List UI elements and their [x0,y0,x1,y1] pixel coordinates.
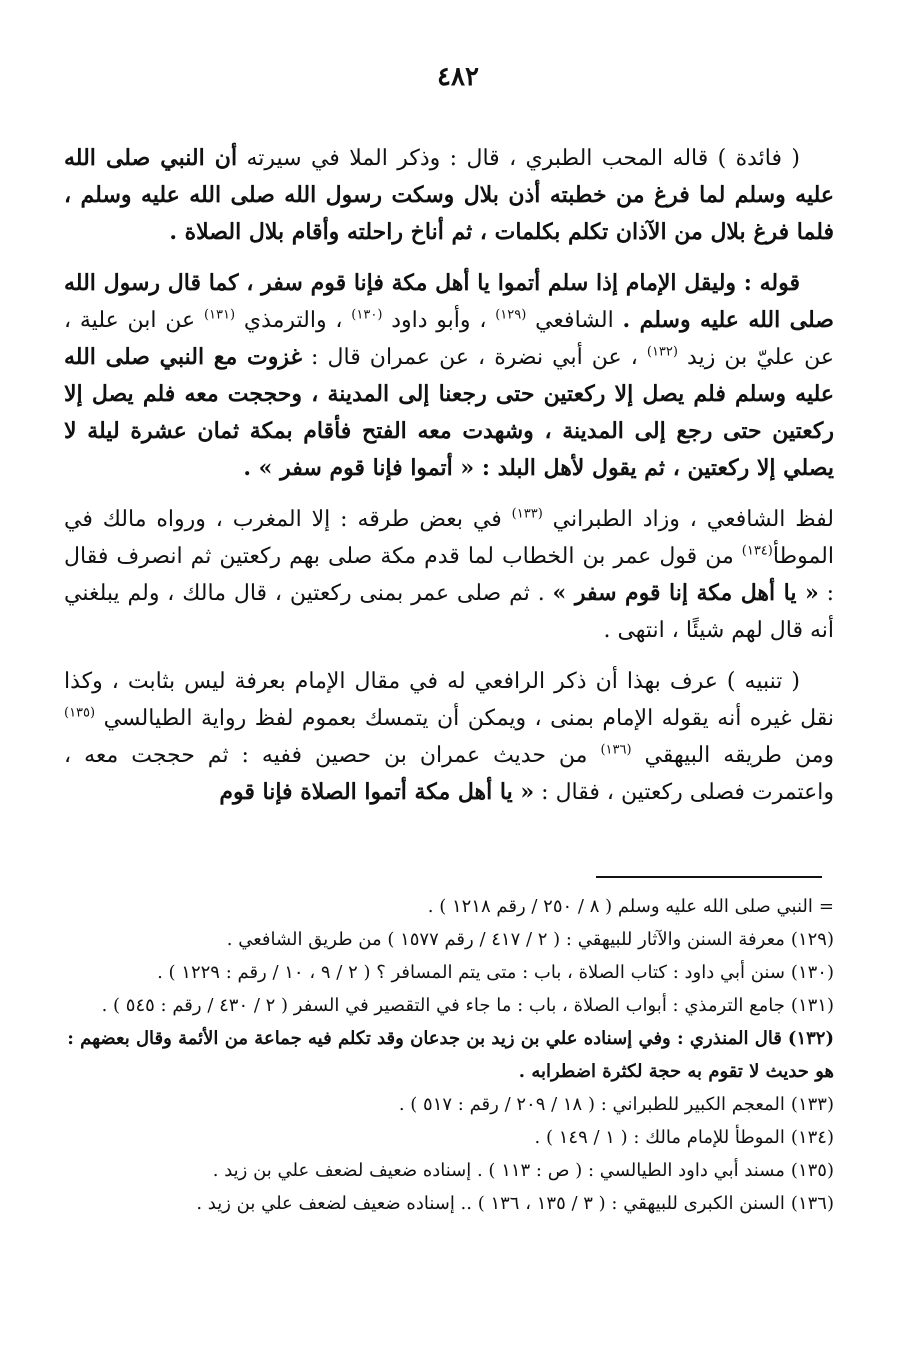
paragraph-tanbih [64,663,834,811]
footnote-text: السنن الكبرى للبيهقي : ( ٣ / ١٣٥ ، ١٣٦ ) .. إسناده ضعيف لضعف علي بن زيد . [196,1193,785,1214]
footnote-text: النبي صلى الله عليه وسلم ( ٨ / ٢٥٠ / رقم ١٢١٨ ) . [427,896,813,917]
footnote-number: (١٣٢) [787,1028,834,1049]
text-run: من قول عمر بن الخطاب لما قدم مكة صلى بهم ركعتين ثم انصرف فقال : [64,544,834,606]
bold-text-run: « يا أهل مكة إنا قوم سفر » [552,580,819,606]
footnote-132 [64,1022,834,1088]
footnote-ref-131[interactable]: (١٣١) [203,307,236,323]
footnote-text: جامع الترمذي : أبواب الصلاة ، باب : ما جاء في التقصير في السفر ( ٢ / ٤٣٠ / رقم : ٥٤٥ ) . [101,995,785,1016]
bold-text-run: « يا أهل مكة أتموا الصلاة فإنا قوم [219,779,535,805]
footnote-130 [64,956,834,989]
text-run: من حديث عمران بن حصين ففيه : ثم حججت معه ، واعتمرت فصلى ركعتين ، فقال : [64,743,834,805]
footnote-text: مسند أبي داود الطيالسي : ( ص : ١١٣ ) . إسناده ضعيف لضعف علي بن زيد . [212,1160,785,1181]
footnote-ref-130[interactable]: (١٣٠) [351,307,383,323]
bold-text-run: غزوت مع النبي صلى الله عليه وسلم فلم يصل إلا ركعتين حتى رجعنا إلى المدينة ، وحججت معه فلم يصل إلا ركعتين حتى رجع إلى المدينة ، وشهدت معه الفتح فأقام بمكة ثمان عشرة ليلة لا يصلي إلا ركعتين ، ثم يقول لأهل البلد : « أتموا فإنا قوم سفر » . [64,344,834,481]
footnotes [64,890,834,1220]
footnote-continuation [64,890,834,923]
footnote-number: (١٣٠) [790,962,834,983]
footnote-number: (١٣١) [790,995,834,1016]
footnote-ref-129[interactable]: (١٢٩) [495,307,527,323]
footnote-text: سنن أبي داود : كتاب الصلاة ، باب : متى يتم المسافر ؟ ( ٢ / ٩ ، ١٠ / رقم : ١٢٢٩ ) . [157,962,785,983]
footnote-number: (١٢٩) [790,929,834,950]
text-run: . ثم صلى عمر بمنى ركعتين ، قال مالك ، ولم يبلغني أنه قال لهم شيئًا ، انتهى . [64,581,834,643]
text-run: عن ابن علية ، عن عليّ بن زيد [64,308,834,370]
footnote-number: (١٣٦) [790,1193,834,1214]
bold-text-run: قوله : وليقل الإمام إذا سلم أتموا يا أهل مكة فإنا قوم سفر ، كما قال رسول الله صلى الله عليه وسلم . [64,270,834,333]
footnote-text: الموطأ للإمام مالك : ( ١ / ١٤٩ ) . [534,1127,785,1148]
text-run: ، عن أبي نضرة ، عن عمران قال : [302,345,647,370]
bold-text-run: أن النبي صلى الله عليه وسلم لما فرغ من خطبته أذن بلال وسكت رسول الله صلى الله عليه وسلم ، فلما فرغ بلال من الآذان تكلم بكلمات ، ثم أناخ راحلته وأقام بلال الصلاة . [64,145,834,245]
footnote-ref-132[interactable]: (١٣٢) [646,344,678,360]
page-number: ٤٨٢ [437,62,479,92]
text-run: ، وأبو داود [382,308,496,333]
footnote-number: (١٣٣) [790,1094,834,1115]
footnote-129 [64,923,834,956]
footnote-number: (١٣٥) [790,1160,834,1181]
footnote-136 [64,1187,834,1220]
paragraph-lafz [64,501,834,649]
text-run: لفظ الشافعي ، وزاد الطبراني [542,507,835,532]
text-run: ، والترمذي [235,308,352,333]
footnote-text: قال المنذري : وفي إسناده علي بن زيد بن جدعان وقد تكلم فيه جماعة من الأئمة وقال بعضهم : هو حديث لا تقوم به حجة لكثرة اضطرابه . [67,1028,834,1082]
footnote-divider [596,876,822,878]
footnote-ref-135[interactable]: (١٣٥) [64,705,96,721]
paragraph-faida [64,140,834,251]
text-run: الشافعي [526,308,623,333]
footnote-134 [64,1121,834,1154]
text-run: ومن طريقه البيهقي [631,743,835,768]
footnote-text: المعجم الكبير للطبراني : ( ١٨ / ٢٠٩ / رقم : ٥١٧ ) . [398,1094,785,1115]
footnote-number: = [818,896,834,917]
footnote-135 [64,1154,834,1187]
footnote-131 [64,989,834,1022]
main-text [64,140,834,825]
footnote-number: (١٣٤) [790,1127,834,1148]
footnote-text: معرفة السنن والآثار للبيهقي : ( ٢ / ٤١٧ / رقم ١٥٧٧ ) من طريق الشافعي . [226,929,785,950]
footnote-ref-133[interactable]: (١٣٣) [511,506,543,522]
text-run: في بعض طرقه : إلا المغرب ، ورواه مالك في الموطأ [64,507,834,569]
footnote-133 [64,1088,834,1121]
text-run: ( تنبيه ) عرف بهذا أن ذكر الرافعي له في مقال الإمام بعرفة ليس بثابت ، وكذا نقل غيره أنه يقوله الإمام بمنى ، ويمكن أن يتمسك بعموم لفظ رواية الطيالسي [64,669,834,731]
footnote-ref-134[interactable]: (١٣٤) [741,543,773,559]
text-run: ( فائدة ) قاله المحب الطبري ، قال : وذكر الملا في سيرته [237,146,800,171]
footnote-ref-136[interactable]: (١٣٦) [600,742,632,758]
paragraph-qawluhu [64,265,834,487]
